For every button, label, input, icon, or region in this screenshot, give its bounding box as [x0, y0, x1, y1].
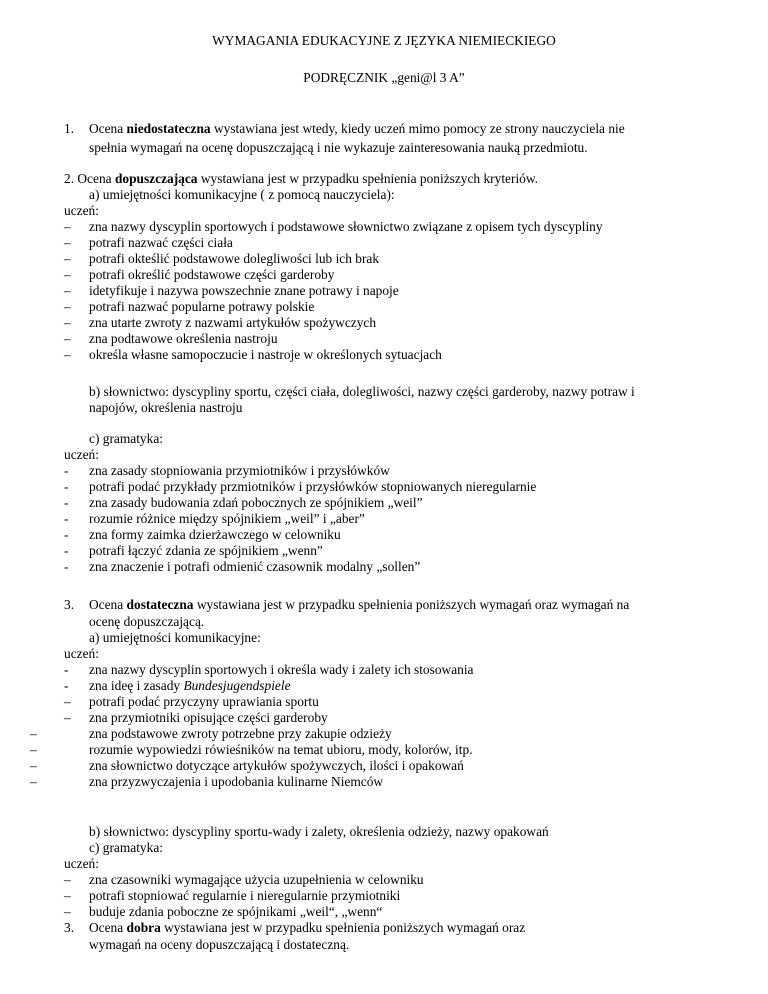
- s2-a-bullet: –: [64, 315, 71, 330]
- s2-a-item: potrafi nazwać części ciała: [89, 235, 233, 250]
- s3-line1: Ocena dostateczna wystawiana jest w przypadku spełnienia poniższych wymagań oraz wymagań na: [89, 597, 630, 612]
- s2-c-item: zna formy zaimka dzierżawczego w celowniku: [89, 527, 341, 542]
- s2-a-item: idetyfikuje i nazywa powszechnie znane potrawy i napoje: [89, 283, 399, 298]
- s3-uczen: uczeń:: [64, 646, 99, 661]
- s2-c-bullet: -: [64, 479, 69, 494]
- s2-a-bullet: –: [64, 299, 71, 314]
- s3-ind-item: zna podstawowe zwroty potrzebne przy zakupie odzieży: [89, 726, 392, 741]
- s2-a-bullet: –: [64, 251, 71, 266]
- s2-uczen: uczeń:: [64, 203, 99, 218]
- s1-line2: spełnia wymagań na ocenę dopuszczającą i nie wykazuje zainteresowania nauką przedmiotu.: [89, 140, 588, 155]
- s2-a-item: potrafi okteślić podstawowe dolegliwości lub ich brak: [89, 251, 380, 266]
- s2-c-bullet: -: [64, 543, 69, 558]
- s2-a-item: zna utarte zwroty z nazwami artykułów spożywczych: [89, 315, 377, 330]
- s3-ind-bullet: –: [30, 774, 37, 789]
- s4-line1: Ocena dobra wystawiana jest w przypadku spełnienia poniższych wymagań oraz: [89, 920, 526, 935]
- s2-a-bullet: –: [64, 235, 71, 250]
- s3-c-bullet: –: [64, 888, 71, 903]
- s2-c-item: potrafi łączyć zdania ze spójnikiem „wenn”: [89, 543, 323, 558]
- s2-c-item: zna zasady stopniowania przymiotników i przysłówków: [89, 463, 390, 478]
- s2-c-bullet: -: [64, 463, 69, 478]
- s4-number: 3.: [64, 920, 75, 935]
- s2-c-item: rozumie różnice między spójnikiem „weil” i „aber”: [89, 511, 365, 526]
- s2-b-line1: b) słownictwo: dyscypliny sportu, części ciała, dolegliwości, nazwy części garderoby, nazwy potraw i: [89, 384, 635, 399]
- s3-a-heading: a) umiejętności komunikacyjne:: [89, 630, 261, 645]
- s2-a-bullet: –: [64, 267, 71, 282]
- s3-item-3: potrafi podać przyczyny uprawiania sportu: [89, 694, 319, 709]
- s2-c-heading: c) gramatyka:: [89, 431, 163, 446]
- s2-a-bullet: –: [64, 283, 71, 298]
- s3-c-bullet: –: [64, 872, 71, 887]
- s3-item-2: zna ideę i zasady Bundesjugendspiele: [89, 678, 291, 693]
- s3-ind-bullet: –: [30, 726, 37, 741]
- s3-b-line: b) słownictwo: dyscypliny sportu-wady i zalety, określenia odzieży, nazwy opakowań: [89, 824, 549, 839]
- s3-bullet-2: -: [64, 678, 69, 693]
- s3-ind-item: zna przyzwyczajenia i upodobania kulinarne Niemców: [89, 774, 384, 789]
- s3-ind-bullet: –: [30, 742, 37, 757]
- s2-b-line2: napojów, określenia nastroju: [89, 400, 243, 415]
- s2-a-item: zna podtawowe określenia nastroju: [89, 331, 278, 346]
- s3-bullet-3: –: [64, 694, 71, 709]
- s3-item-4: zna przymiotniki opisujące części garderoby: [89, 710, 328, 725]
- s2-a-item: określa własne samopoczucie i nastroje w określonych sytuacjach: [89, 347, 442, 362]
- s3-number: 3.: [64, 597, 75, 612]
- s2-a-heading: a) umiejętności komunikacyjne ( z pomocą nauczyciela):: [89, 187, 395, 202]
- s2-c-bullet: -: [64, 527, 69, 542]
- s2-a-bullet: –: [64, 331, 71, 346]
- s3-bullet-4: –: [64, 710, 71, 725]
- document-title: WYMAGANIA EDUKACYJNE Z JĘZYKA NIEMIECKIEGO: [212, 33, 556, 48]
- s1-number: 1.: [64, 121, 75, 136]
- s2-a-item: potrafi określić podstawowe części garderoby: [89, 267, 335, 282]
- s2-c-bullet: -: [64, 559, 69, 574]
- s2-c-item: potrafi podać przykłady przmiotników i przysłówków stopniowanych nieregularnie: [89, 479, 537, 494]
- s4-line2: wymagań na oceny dopuszczającą i dostateczną.: [89, 937, 350, 952]
- s2-c-uczen: uczeń:: [64, 447, 99, 462]
- s2-c-bullet: -: [64, 495, 69, 510]
- s3-item-1: zna nazwy dyscyplin sportowych i określa wady i zalety ich stosowania: [89, 662, 474, 677]
- s2-c-item: zna zasady budowania zdań pobocznych ze spójnikiem „weil”: [89, 495, 423, 510]
- s3-c-bullet: –: [64, 904, 71, 919]
- document-subtitle: PODRĘCZNIK „geni@l 3 A”: [303, 70, 465, 85]
- s2-c-item: zna znaczenie i potrafi odmienić czasownik modalny „sollen”: [89, 559, 421, 574]
- s2-heading: 2. Ocena dopuszczająca wystawiana jest w przypadku spełnienia poniższych kryteriów.: [64, 171, 539, 186]
- s3-c-item: zna czasowniki wymagające użycia uzupełnienia w celowniku: [89, 872, 424, 887]
- s1-line1: Ocena niedostateczna wystawiana jest wtedy, kiedy uczeń mimo pomocy ze strony nauczyciela nie: [89, 121, 625, 136]
- s3-line2: ocenę dopuszczającą.: [89, 614, 205, 629]
- s3-ind-item: zna słownictwo dotyczące artykułów spożywczych, ilości i opakowań: [89, 758, 464, 773]
- s2-a-item: potrafi nazwać popularne potrawy polskie: [89, 299, 315, 314]
- s2-a-item: zna nazwy dyscyplin sportowych i podstawowe słownictwo związane z opisem tych dyscypliny: [89, 219, 603, 234]
- s2-a-bullet: –: [64, 219, 71, 234]
- s3-ind-item: rozumie wypowiedzi rówieśników na temat ubioru, mody, kolorów, itp.: [89, 742, 473, 757]
- s3-c-heading: c) gramatyka:: [89, 840, 163, 855]
- s3-c-item: potrafi stopniować regularnie i nieregularnie przymiotniki: [89, 888, 401, 903]
- s2-c-bullet: -: [64, 511, 69, 526]
- s2-a-bullet: –: [64, 347, 71, 362]
- s3-c-item: buduje zdania poboczne ze spójnikami „weil“, „wenn“: [89, 904, 383, 919]
- s3-c-uczen: uczeń:: [64, 856, 99, 871]
- s3-ind-bullet: –: [30, 758, 37, 773]
- s3-bullet-1: -: [64, 662, 69, 677]
